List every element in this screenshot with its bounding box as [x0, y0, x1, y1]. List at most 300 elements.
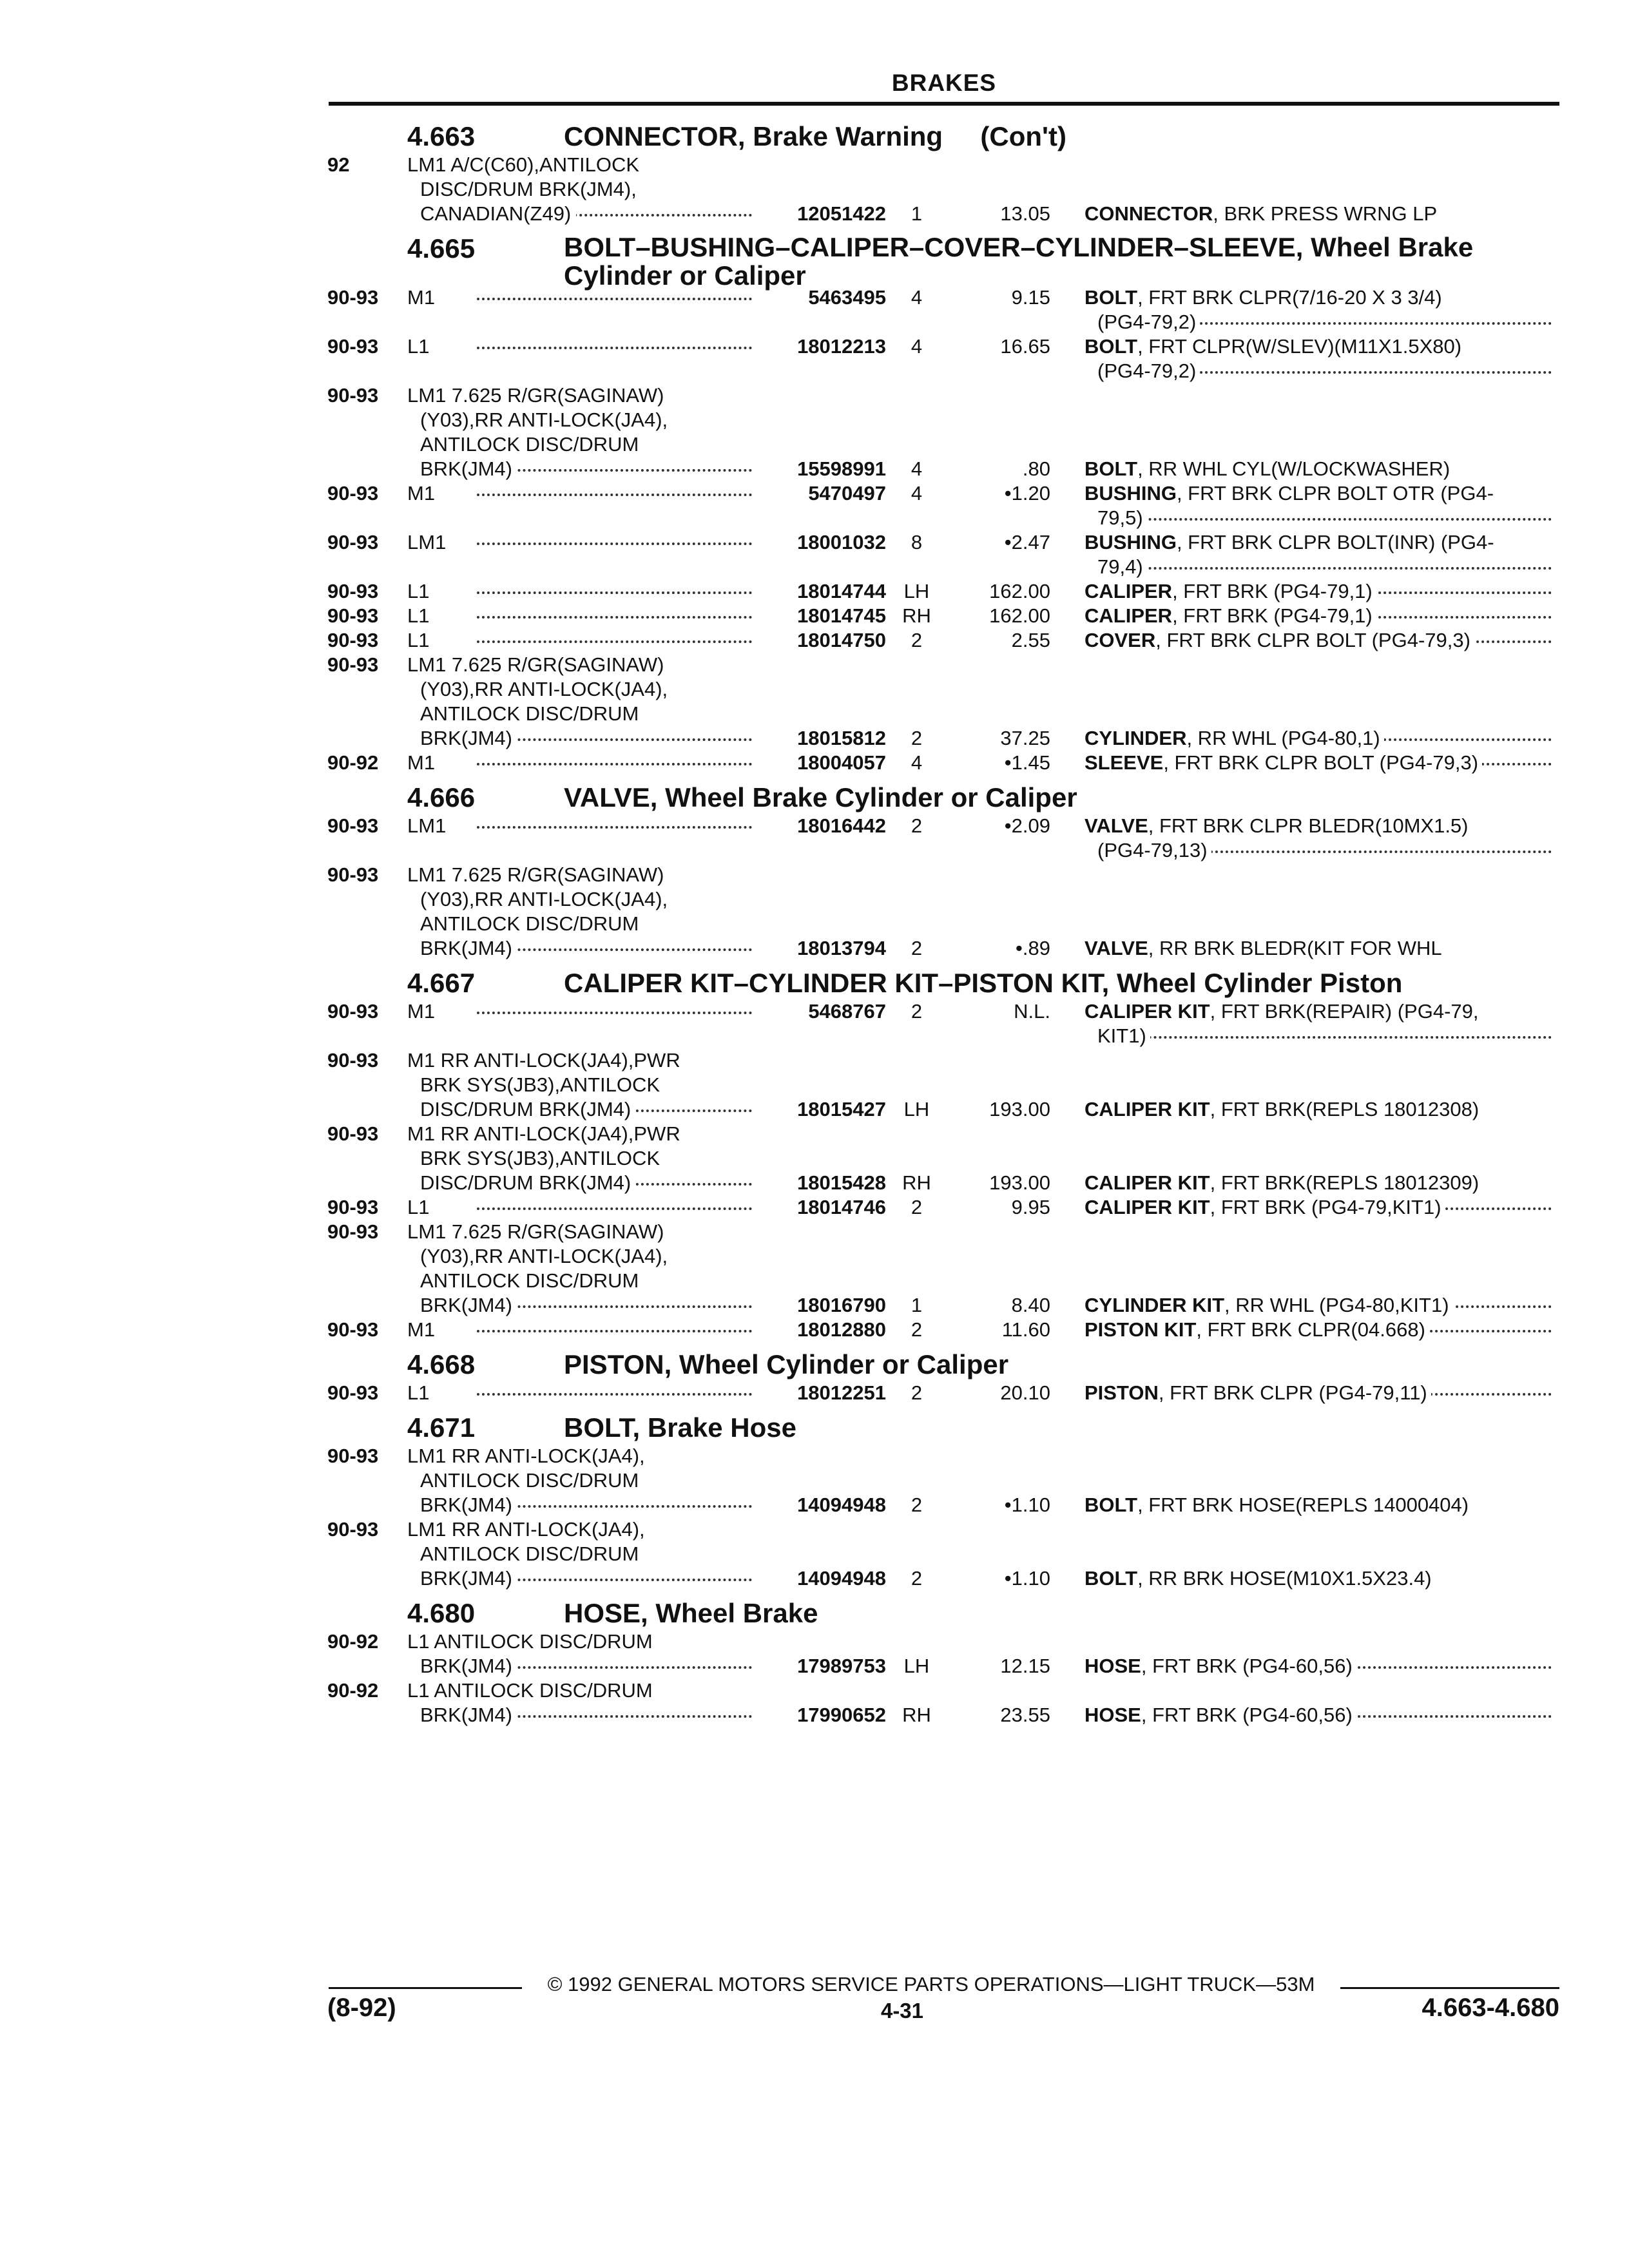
parts-listing	[0, 113, 1629, 1727]
price: •1.10	[1004, 1567, 1050, 1590]
application-line: DISC/DRUM BRK(JM4)	[420, 1171, 636, 1194]
price: 13.05	[1000, 202, 1050, 225]
application-line: ANTILOCK DISC/DRUM	[420, 1269, 644, 1292]
application-text	[420, 1494, 517, 1517]
description-detail: , FRT BRK (PG4-79,KIT1)	[1210, 1196, 1441, 1218]
part-entry	[0, 1048, 1629, 1121]
model-years: 90-93	[327, 1000, 379, 1023]
section-title: HOSE, Wheel Brake	[564, 1598, 818, 1628]
part-number: 18015812	[797, 727, 886, 749]
entry-line	[0, 407, 1629, 432]
price: 16.65	[1000, 335, 1050, 358]
quantity: LH	[903, 1098, 930, 1120]
application-text	[420, 1655, 517, 1678]
description-continuation	[1097, 839, 1552, 862]
application-line: BRK(JM4)	[420, 1655, 517, 1677]
footer-copyright: © 1992 GENERAL MOTORS SERVICE PARTS OPERATIONS—LIGHT TRUCK—53M	[547, 1973, 1315, 1995]
part-description	[1084, 457, 1552, 481]
quantity: 8	[911, 531, 923, 553]
application-text	[420, 202, 576, 226]
entry-line	[0, 1702, 1629, 1727]
description-text	[1084, 1655, 1356, 1677]
entry-line	[0, 285, 1629, 309]
section-heading	[0, 1405, 1629, 1443]
part-entry	[0, 813, 1629, 862]
description-keyword: CALIPER KIT	[1084, 1000, 1210, 1023]
application-line: BRK(JM4)	[420, 1294, 517, 1316]
application-line: M1 RR ANTI-LOCK(JA4),PWR	[407, 1049, 686, 1072]
application-text	[420, 1098, 636, 1121]
part-description	[1084, 1655, 1552, 1678]
part-entry	[0, 628, 1629, 652]
price: •.89	[1016, 937, 1050, 959]
application-text	[420, 408, 673, 432]
application-text	[420, 937, 517, 960]
part-number: 18014750	[797, 629, 886, 651]
entry-line	[0, 862, 1629, 887]
entry-line	[0, 1317, 1629, 1341]
part-number: 15598991	[797, 457, 886, 480]
entry-line	[0, 701, 1629, 726]
dot-leader	[477, 640, 752, 643]
entry-line	[0, 358, 1629, 383]
part-description	[1084, 202, 1552, 226]
application-text	[407, 1381, 434, 1405]
description-continuation	[1097, 555, 1552, 579]
price: 37.25	[1000, 727, 1050, 749]
part-description	[1084, 1567, 1552, 1590]
section-heading	[0, 113, 1629, 152]
description-keyword: COVER	[1084, 629, 1156, 651]
entry-line	[0, 750, 1629, 774]
description-detail: , BRK PRESS WRNG LP	[1213, 202, 1438, 225]
price: •1.10	[1004, 1494, 1050, 1516]
part-entry	[0, 1195, 1629, 1219]
application-text	[420, 1294, 517, 1317]
application-line: M1	[407, 1318, 440, 1341]
description-cont-text: (PG4-79,2)	[1097, 311, 1200, 333]
application-text	[420, 433, 644, 456]
entry-line	[0, 456, 1629, 481]
part-entry	[0, 1629, 1629, 1678]
section-heading	[0, 1590, 1629, 1629]
part-entry	[0, 1121, 1629, 1195]
section-number: 4.663	[407, 121, 476, 151]
model-years: 90-92	[327, 1630, 379, 1653]
dot-leader	[477, 763, 752, 765]
entry-line	[0, 838, 1629, 862]
part-entry	[0, 383, 1629, 481]
quantity: RH	[902, 1171, 931, 1194]
part-description	[1084, 937, 1552, 960]
part-number: 18012880	[797, 1318, 886, 1341]
entry-line	[0, 1653, 1629, 1678]
application-text	[420, 1567, 517, 1590]
section-number: 4.667	[407, 968, 476, 998]
description-text	[1084, 286, 1446, 309]
part-entry	[0, 750, 1629, 774]
section-title: BOLT–BUSHING–CALIPER–COVER–CYLINDER–SLEEVE, Wheel Brake Cylinder or Caliper	[564, 232, 1474, 291]
application-line: L1	[407, 604, 434, 627]
application-line: L1 ANTILOCK DISC/DRUM	[407, 1679, 658, 1702]
description-text	[1084, 580, 1376, 602]
application-line: CANADIAN(Z49)	[420, 202, 576, 225]
description-detail: , FRT BRK(REPAIR) (PG4-79,	[1210, 1000, 1479, 1023]
description-text	[1084, 335, 1465, 358]
price: 8.40	[1011, 1294, 1050, 1316]
application-text	[420, 1269, 644, 1293]
application-text	[407, 1220, 670, 1244]
quantity: LH	[903, 580, 930, 602]
entry-line	[0, 383, 1629, 407]
price: •2.47	[1004, 531, 1050, 553]
dot-leader	[477, 543, 752, 545]
application-line: BRK(JM4)	[420, 1704, 517, 1726]
price: 9.15	[1011, 286, 1050, 309]
part-description	[1084, 751, 1552, 774]
part-number: 14094948	[797, 1494, 886, 1516]
application-text	[420, 888, 673, 911]
entry-line	[0, 1195, 1629, 1219]
part-description	[1084, 1196, 1552, 1219]
model-years: 90-92	[327, 751, 379, 774]
application-line: LM1 RR ANTI-LOCK(JA4),	[407, 1518, 650, 1541]
description-continuation	[1097, 1024, 1552, 1048]
entry-line	[0, 999, 1629, 1023]
dot-leader	[477, 347, 752, 349]
part-description	[1084, 727, 1552, 750]
description-detail: , RR BRK BLEDR(KIT FOR WHL	[1148, 937, 1442, 959]
application-line: ANTILOCK DISC/DRUM	[420, 1469, 644, 1492]
application-line: (Y03),RR ANTI-LOCK(JA4),	[420, 408, 673, 431]
price: 23.55	[1000, 1704, 1050, 1726]
part-description	[1084, 531, 1552, 554]
application-line: LM1 7.625 R/GR(SAGINAW)	[407, 653, 670, 676]
section-title: BOLT, Brake Hose	[564, 1412, 796, 1443]
description-detail: , FRT BRK (PG4-79,1)	[1172, 604, 1373, 627]
page-title: BRAKES	[891, 70, 997, 96]
application-text	[407, 1122, 686, 1146]
description-detail: , FRT BRK CLPR BOLT OTR (PG4-	[1176, 482, 1494, 505]
entry-line	[0, 1048, 1629, 1072]
description-detail: , FRT BRK(REPLS 18012308)	[1210, 1098, 1480, 1120]
section-title: PISTON, Wheel Cylinder or Caliper	[564, 1349, 1009, 1379]
entry-line	[0, 1468, 1629, 1492]
description-detail: , FRT BRK CLPR(04.668)	[1196, 1318, 1425, 1341]
model-years: 90-93	[327, 1049, 379, 1072]
description-keyword: BUSHING	[1084, 482, 1177, 505]
entry-line	[0, 1678, 1629, 1702]
quantity: 4	[911, 335, 923, 358]
application-text	[420, 1073, 665, 1097]
section-heading	[0, 774, 1629, 813]
description-keyword: CONNECTOR	[1084, 202, 1213, 225]
model-years: 90-93	[327, 1518, 379, 1541]
application-line: M1 RR ANTI-LOCK(JA4),PWR	[407, 1122, 686, 1145]
model-years: 90-93	[327, 814, 379, 837]
header-rule	[329, 102, 1559, 106]
model-years: 90-93	[327, 629, 379, 651]
quantity: LH	[903, 1655, 930, 1677]
description-continuation	[1097, 360, 1552, 383]
entry-line	[0, 1629, 1629, 1653]
description-cont-text: KIT1)	[1097, 1024, 1150, 1047]
part-number: 17990652	[797, 1704, 886, 1726]
dot-leader	[477, 298, 752, 300]
description-keyword: CALIPER	[1084, 580, 1173, 602]
application-text	[407, 629, 434, 652]
entry-line	[0, 152, 1629, 177]
application-line: BRK(JM4)	[420, 727, 517, 749]
description-detail: , FRT BRK(REPLS 18012309)	[1210, 1171, 1480, 1194]
description-keyword: PISTON KIT	[1084, 1318, 1197, 1341]
description-keyword: BOLT	[1084, 335, 1138, 358]
description-detail: , FRT BRK (PG4-60,56)	[1141, 1655, 1353, 1677]
application-text	[407, 604, 434, 628]
description-detail: , FRT BRK CLPR BLEDR(10MX1.5)	[1148, 814, 1469, 837]
application-line: LM1 RR ANTI-LOCK(JA4),	[407, 1445, 650, 1467]
description-detail: , RR WHL (PG4-80,1)	[1186, 727, 1380, 749]
model-years: 90-93	[327, 1220, 379, 1243]
entry-line	[0, 309, 1629, 334]
quantity: 2	[911, 1000, 923, 1023]
section-number: 4.671	[407, 1412, 476, 1443]
description-keyword: CALIPER KIT	[1084, 1196, 1210, 1218]
model-years: 90-93	[327, 1196, 379, 1218]
description-keyword: VALVE	[1084, 814, 1148, 837]
part-number: 18016442	[797, 814, 886, 837]
price: 162.00	[989, 604, 1050, 627]
quantity: 2	[911, 1494, 923, 1516]
part-number: 18001032	[797, 531, 886, 553]
application-line: L1	[407, 1196, 434, 1218]
part-description	[1084, 482, 1552, 505]
application-text	[407, 286, 440, 309]
quantity: 2	[911, 1567, 923, 1590]
quantity: 4	[911, 751, 923, 774]
model-years: 90-93	[327, 1445, 379, 1467]
description-text	[1084, 1098, 1483, 1120]
quantity: 4	[911, 286, 923, 309]
model-years: 92	[327, 153, 350, 176]
quantity: 2	[911, 814, 923, 837]
entry-line	[0, 1566, 1629, 1590]
entry-line	[0, 887, 1629, 911]
description-keyword: BUSHING	[1084, 531, 1177, 553]
application-line: L1 ANTILOCK DISC/DRUM	[407, 1630, 658, 1653]
entry-line	[0, 481, 1629, 505]
entry-line	[0, 1293, 1629, 1317]
description-text	[1084, 1494, 1472, 1516]
application-text	[407, 1445, 650, 1468]
price: 193.00	[989, 1098, 1050, 1120]
part-entry	[0, 334, 1629, 383]
description-detail: , FRT BRK CLPR (PG4-79,11)	[1158, 1381, 1427, 1404]
part-number: 5463495	[808, 286, 886, 309]
entry-line	[0, 911, 1629, 936]
section-title: CONNECTOR, Brake Warning (Con't)	[564, 121, 1067, 151]
entry-line	[0, 1244, 1629, 1268]
dot-leader	[1097, 1036, 1552, 1039]
price: •1.20	[1004, 482, 1050, 505]
description-cont-text: (PG4-79,2)	[1097, 360, 1200, 382]
price: 162.00	[989, 580, 1050, 602]
price: •2.09	[1004, 814, 1050, 837]
application-text	[420, 702, 644, 726]
part-description	[1084, 1318, 1552, 1341]
entry-line	[0, 1121, 1629, 1146]
part-entry	[0, 862, 1629, 960]
description-cont-text: 79,5)	[1097, 506, 1147, 529]
dot-leader	[477, 1012, 752, 1014]
application-text	[407, 1318, 440, 1341]
application-line: LM1 7.625 R/GR(SAGINAW)	[407, 1220, 670, 1243]
section-number: 4.668	[407, 1349, 476, 1379]
application-line: LM1	[407, 531, 451, 553]
section-range: 4.663-4.680	[1422, 1994, 1559, 2022]
part-entry	[0, 1678, 1629, 1727]
application-line: (Y03),RR ANTI-LOCK(JA4),	[420, 1245, 673, 1267]
application-line: (Y03),RR ANTI-LOCK(JA4),	[420, 678, 673, 700]
application-text	[407, 814, 451, 838]
description-text	[1084, 629, 1474, 651]
application-line: ANTILOCK DISC/DRUM	[420, 912, 644, 935]
footer-rule-right	[1340, 1987, 1559, 1989]
description-keyword: CALIPER KIT	[1084, 1171, 1210, 1194]
model-years: 90-93	[327, 653, 379, 676]
model-years: 90-93	[327, 531, 379, 553]
application-line: DISC/DRUM BRK(JM4)	[420, 1098, 636, 1120]
description-detail: , RR BRK HOSE(M10X1.5X23.4)	[1137, 1567, 1432, 1590]
application-text	[407, 531, 451, 554]
description-text	[1084, 1294, 1453, 1316]
entry-line	[0, 554, 1629, 579]
application-line: ANTILOCK DISC/DRUM	[420, 433, 644, 456]
model-years: 90-93	[327, 335, 379, 358]
description-cont-text: (PG4-79,13)	[1097, 839, 1211, 861]
model-years: 90-93	[327, 384, 379, 407]
description-text	[1084, 202, 1441, 225]
application-text	[407, 482, 440, 505]
description-text	[1084, 1381, 1431, 1404]
application-line: M1	[407, 286, 440, 309]
footer-rule-left	[329, 1987, 522, 1989]
description-text	[1084, 937, 1446, 959]
description-detail: , FRT BRK (PG4-60,56)	[1141, 1704, 1353, 1726]
quantity: 1	[911, 1294, 923, 1316]
application-text	[407, 153, 644, 177]
application-line: LM1 7.625 R/GR(SAGINAW)	[407, 863, 670, 886]
model-years: 90-93	[327, 1381, 379, 1404]
application-text	[420, 1469, 644, 1492]
application-line: L1	[407, 335, 434, 358]
part-entry	[0, 530, 1629, 579]
part-entry	[0, 152, 1629, 226]
entry-line	[0, 505, 1629, 530]
description-detail: , FRT BRK CLPR(7/16-20 X 3 3/4)	[1137, 286, 1442, 309]
description-text	[1084, 751, 1482, 774]
description-text	[1084, 727, 1384, 749]
description-continuation	[1097, 506, 1552, 530]
part-description	[1084, 1171, 1552, 1195]
part-description	[1084, 1000, 1552, 1023]
entry-line	[0, 1219, 1629, 1244]
application-line: BRK(JM4)	[420, 457, 517, 480]
part-entry	[0, 481, 1629, 530]
application-text	[407, 1518, 650, 1541]
part-entry	[0, 999, 1629, 1048]
description-keyword: BOLT	[1084, 286, 1138, 309]
application-text	[407, 335, 434, 358]
part-entry	[0, 1443, 1629, 1517]
part-number: 5470497	[808, 482, 886, 505]
model-years: 90-93	[327, 286, 379, 309]
description-text	[1084, 814, 1472, 837]
application-line: (Y03),RR ANTI-LOCK(JA4),	[420, 888, 673, 910]
entry-line	[0, 1146, 1629, 1170]
quantity: 2	[911, 727, 923, 749]
entry-line	[0, 652, 1629, 677]
part-entry	[0, 603, 1629, 628]
entry-line	[0, 1517, 1629, 1541]
description-keyword: BOLT	[1084, 1494, 1138, 1516]
application-text	[407, 751, 440, 774]
model-years: 90-92	[327, 1679, 379, 1702]
quantity: 4	[911, 457, 923, 480]
entry-line	[0, 1170, 1629, 1195]
description-detail: , FRT BRK CLPR BOLT (PG4-79,3)	[1155, 629, 1470, 651]
application-text	[407, 384, 670, 407]
description-detail: , RR WHL (PG4-80,KIT1)	[1224, 1294, 1449, 1316]
application-line: ANTILOCK DISC/DRUM	[420, 1542, 644, 1565]
description-text	[1084, 1704, 1356, 1726]
price: .80	[1022, 457, 1050, 480]
dot-leader	[477, 1330, 752, 1332]
dot-leader	[477, 616, 752, 619]
dot-leader	[1097, 518, 1552, 521]
application-text	[407, 1679, 658, 1702]
price: 193.00	[989, 1171, 1050, 1194]
part-description	[1084, 1494, 1552, 1517]
description-keyword: VALVE	[1084, 937, 1148, 959]
application-line: M1	[407, 1000, 440, 1023]
quantity: 1	[911, 202, 923, 225]
application-text	[420, 457, 517, 481]
quantity: 4	[911, 482, 923, 505]
part-entry	[0, 1380, 1629, 1405]
quantity: 2	[911, 1318, 923, 1341]
part-description	[1084, 286, 1552, 309]
application-text	[420, 1171, 636, 1195]
dot-leader	[477, 1207, 752, 1210]
description-keyword: CALIPER	[1084, 604, 1173, 627]
application-line: LM1 A/C(C60),ANTILOCK	[407, 153, 644, 176]
application-text	[407, 1196, 434, 1219]
description-text	[1084, 457, 1454, 480]
application-line: BRK SYS(JB3),ANTILOCK	[420, 1147, 665, 1169]
part-entry	[0, 1219, 1629, 1317]
description-detail: , FRT BRK CLPR BOLT(INR) (PG4-	[1176, 531, 1494, 553]
model-years: 90-93	[327, 482, 379, 505]
dot-leader	[477, 494, 752, 496]
model-years: 90-93	[327, 1122, 379, 1145]
section-title: CALIPER KIT–CYLINDER KIT–PISTON KIT, Wheel Cylinder Piston	[564, 968, 1403, 998]
part-number: 18014746	[797, 1196, 886, 1218]
entry-line	[0, 1380, 1629, 1405]
quantity: 2	[911, 1381, 923, 1404]
description-continuation	[1097, 311, 1552, 334]
application-text	[420, 678, 673, 701]
